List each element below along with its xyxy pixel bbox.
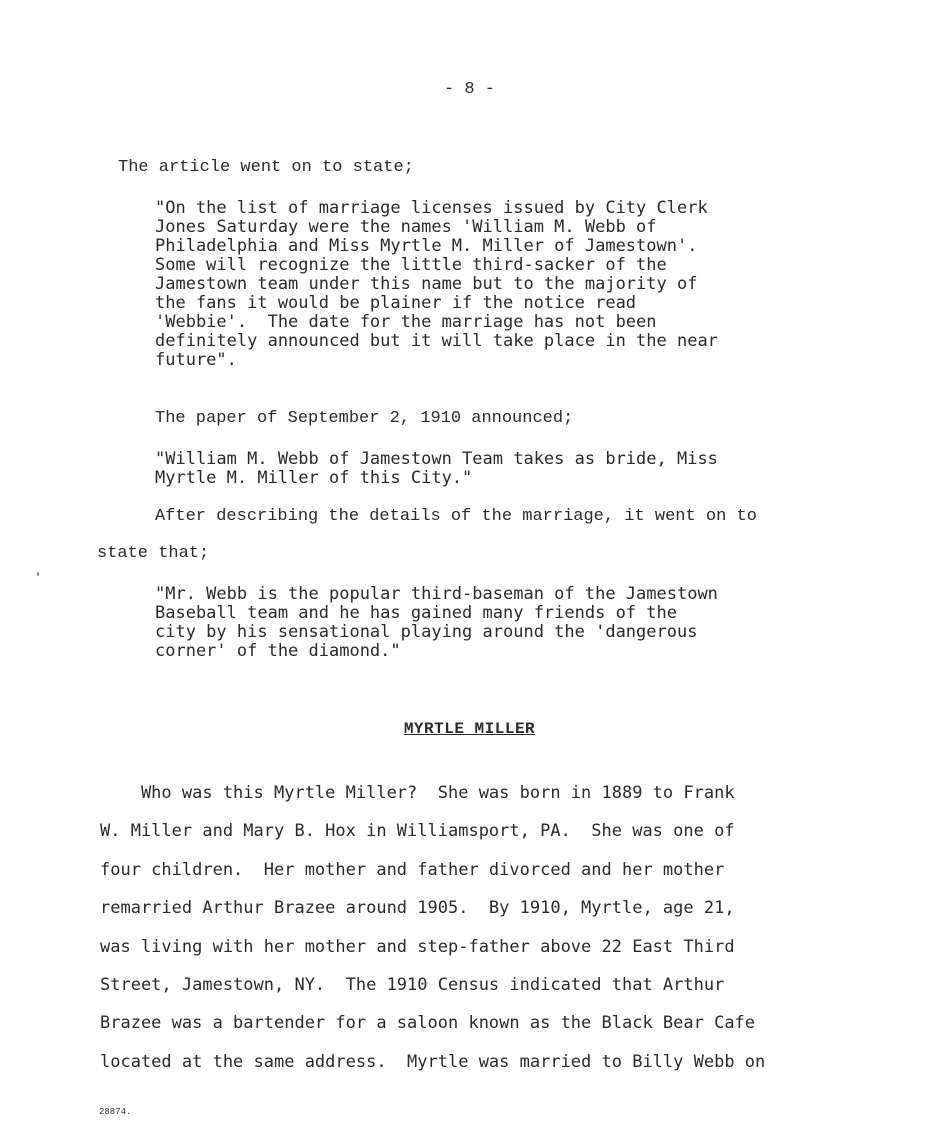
- state-that-line: state that;: [97, 544, 210, 563]
- section-heading: MYRTLE MILLER: [403, 720, 536, 738]
- quote-marriage-licenses: "On the list of marriage licenses issued by City Clerk Jones Saturday were the names 'William M. Webb of Philadelphia and Miss Myrtle M. Miller of Jamestown'. Some will recognize the little third-sacker of the Jamestown team under this name but to the majority of the fans it would be plainer if the notice read 'Webbie'. The date for the marriage has not been definitely announced but it will take place in the near future".: [155, 198, 718, 370]
- scan-speck: [37, 572, 39, 576]
- page-number: - 8 -: [443, 80, 495, 99]
- intro-line: The article went on to state;: [118, 158, 414, 177]
- after-describing-line: After describing the details of the marriage, it went on to: [155, 507, 757, 526]
- footer-code: 28874.: [99, 1107, 132, 1117]
- quote-takes-bride: "William M. Webb of Jamestown Team takes as bride, Miss Myrtle M. Miller of this City.": [155, 449, 718, 488]
- body-paragraph: Who was this Myrtle Miller? She was born in 1889 to Frank W. Miller and Mary B. Hox in Williamsport, PA. She was one of four children. Her mother and father divorced and her mother remarried Arthur Brazee around 1905. By 1910, Myrtle, age 21, was living with her mother and step-father above 22 East Third Street, Jamestown, NY. The 1910 Census indicated that Arthur Brazee was a bartender for a saloon known as the Black Bear Cafe located at the same address. Myrtle was married to Billy Webb on: [100, 783, 766, 1072]
- quote-third-baseman: "Mr. Webb is the popular third-baseman of the Jamestown Baseball team and he has gained many friends of the city by his sensational playing around the 'dangerous corner' of the diamond.": [155, 584, 718, 661]
- paper-line: The paper of September 2, 1910 announced;: [155, 409, 574, 428]
